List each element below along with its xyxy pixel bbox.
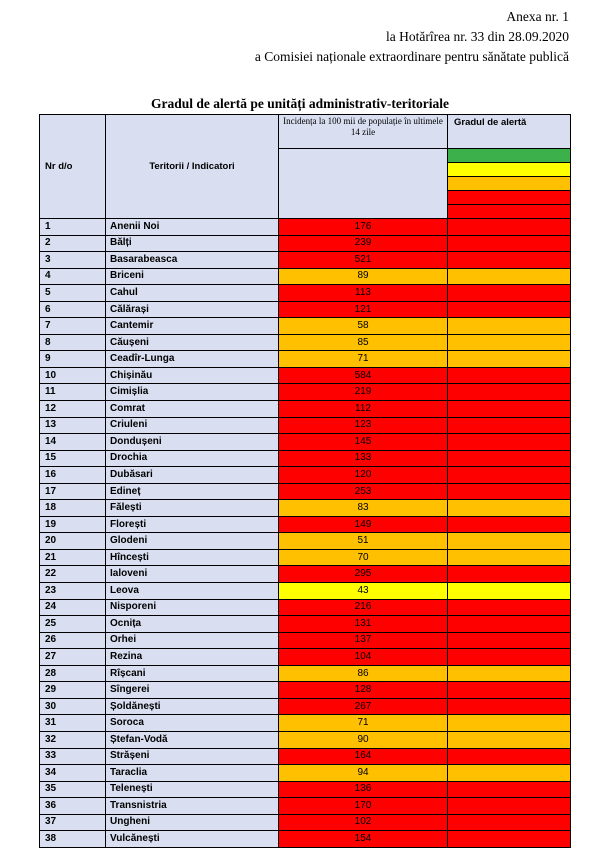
row-number: 16 [40,467,106,484]
table-row [40,219,571,236]
incidence-value: 137 [279,632,448,649]
legend-green [448,149,571,163]
row-number: 21 [40,549,106,566]
territory-name: Nisporeni [106,599,279,616]
row-number: 17 [40,483,106,500]
territory-name: Ialoveni [106,566,279,583]
incidence-value: 58 [279,318,448,335]
alert-level-cell [448,268,571,285]
incidence-value: 86 [279,665,448,682]
incidence-value: 94 [279,765,448,782]
incidence-value: 71 [279,715,448,732]
territory-name: Chișinău [106,367,279,384]
table-row [40,367,571,384]
alert-level-cell [448,616,571,633]
row-number: 22 [40,566,106,583]
alert-level-cell [448,731,571,748]
territory-name: Cimișlia [106,384,279,401]
alert-level-cell [448,649,571,666]
header-territory: Teritorii / Indicatori [106,115,279,219]
alert-level-cell [448,781,571,798]
table-row [40,401,571,418]
territory-name: Sîngerei [106,682,279,699]
alert-level-cell [448,285,571,302]
row-number: 27 [40,649,106,666]
row-number: 7 [40,318,106,335]
incidence-value: 131 [279,616,448,633]
incidence-value: 133 [279,450,448,467]
commission-name: a Comisiei naționale extraordinare pentru sănătate publică [254,49,569,64]
row-number: 14 [40,434,106,451]
alert-level-cell [448,698,571,715]
table-row [40,235,571,252]
territory-name: Vulcănești [106,831,279,848]
incidence-value: 584 [279,367,448,384]
table-row [40,301,571,318]
table-row [40,665,571,682]
table-row [40,814,571,831]
row-number: 3 [40,252,106,269]
table-row [40,434,571,451]
alert-level-cell [448,417,571,434]
table-row [40,285,571,302]
incidence-value: 253 [279,483,448,500]
territory-name: Edineț [106,483,279,500]
territory-name: Basarabeasca [106,252,279,269]
territory-name: Strășeni [106,748,279,765]
row-number: 5 [40,285,106,302]
table-row [40,500,571,517]
incidence-value: 120 [279,467,448,484]
table-row [40,318,571,335]
territory-name: Glodeni [106,533,279,550]
alert-level-cell [448,401,571,418]
incidence-value: 239 [279,235,448,252]
incidence-value: 85 [279,334,448,351]
incidence-value: 71 [279,351,448,368]
table-row [40,649,571,666]
incidence-value: 128 [279,682,448,699]
incidence-value: 112 [279,401,448,418]
legend-yellow [448,163,571,177]
table-row [40,798,571,815]
row-number: 35 [40,781,106,798]
legend-orange [448,177,571,191]
table-row [40,682,571,699]
table-row [40,583,571,600]
row-number: 33 [40,748,106,765]
row-number: 32 [40,731,106,748]
territory-name: Ștefan-Vodă [106,731,279,748]
alert-level-cell [448,467,571,484]
table-row [40,831,571,848]
incidence-value: 43 [279,583,448,600]
row-number: 11 [40,384,106,401]
territory-name: Căușeni [106,334,279,351]
alert-level-cell [448,235,571,252]
table-row [40,467,571,484]
incidence-value: 136 [279,781,448,798]
alert-level-cell [448,500,571,517]
row-number: 29 [40,682,106,699]
territory-name: Transnistria [106,798,279,815]
territory-name: Cantemir [106,318,279,335]
alert-level-cell [448,318,571,335]
alert-level-cell [448,434,571,451]
incidence-value: 154 [279,831,448,848]
alert-level-cell [448,798,571,815]
territory-name: Hîncești [106,549,279,566]
alert-level-cell [448,765,571,782]
annex-number: Anexa nr. 1 [506,9,569,24]
alert-level-cell [448,665,571,682]
alert-level-cell [448,566,571,583]
alert-level-cell [448,301,571,318]
incidence-value: 145 [279,434,448,451]
territory-name: Comrat [106,401,279,418]
table-row [40,351,571,368]
territory-name: Orhei [106,632,279,649]
incidence-value: 51 [279,533,448,550]
document-title: Gradul de alertă pe unități administrativ-teritoriale [150,96,450,111]
territory-name: Leova [106,583,279,600]
table-row [40,549,571,566]
territory-name: Rîșcani [106,665,279,682]
territory-name: Șoldănești [106,698,279,715]
incidence-value: 219 [279,384,448,401]
alert-level-cell [448,219,571,236]
row-number: 10 [40,367,106,384]
row-number: 8 [40,334,106,351]
row-number: 25 [40,616,106,633]
alert-level-cell [448,549,571,566]
row-number: 38 [40,831,106,848]
table-row [40,765,571,782]
table-row [40,483,571,500]
table-row [40,384,571,401]
territory-name: Ceadîr-Lunga [106,351,279,368]
table-row [40,698,571,715]
alert-level-cell [448,483,571,500]
incidence-value: 267 [279,698,448,715]
table-row [40,566,571,583]
row-number: 4 [40,268,106,285]
alert-level-cell [448,831,571,848]
row-number: 13 [40,417,106,434]
row-number: 36 [40,798,106,815]
table-row [40,334,571,351]
alert-level-cell [448,814,571,831]
territory-name: Soroca [106,715,279,732]
incidence-value: 295 [279,566,448,583]
table-row [40,715,571,732]
territory-name: Anenii Noi [106,219,279,236]
territory-name: Dondușeni [106,434,279,451]
legend-red [448,191,571,205]
table-row [40,417,571,434]
row-number: 37 [40,814,106,831]
table-row [40,599,571,616]
row-number: 1 [40,219,106,236]
row-number: 12 [40,401,106,418]
alert-level-cell [448,748,571,765]
territory-name: Dubăsari [106,467,279,484]
row-number: 9 [40,351,106,368]
row-number: 24 [40,599,106,616]
territory-name: Ocnița [106,616,279,633]
alert-level-cell [448,599,571,616]
alert-level-cell [448,682,571,699]
row-number: 6 [40,301,106,318]
territory-name: Ungheni [106,814,279,831]
incidence-value: 70 [279,549,448,566]
territory-name: Drochia [106,450,279,467]
incidence-value: 216 [279,599,448,616]
territory-name: Cahul [106,285,279,302]
row-number: 31 [40,715,106,732]
incidence-value: 149 [279,516,448,533]
alert-level-cell [448,583,571,600]
row-number: 2 [40,235,106,252]
table-row [40,781,571,798]
alert-level-cell [448,334,571,351]
territory-name: Briceni [106,268,279,285]
header-nr: Nr d/o [40,115,106,219]
territory-name: Florești [106,516,279,533]
territory-name: Călărași [106,301,279,318]
alert-level-cell [448,367,571,384]
row-number: 20 [40,533,106,550]
row-number: 34 [40,765,106,782]
incidence-value: 123 [279,417,448,434]
alert-level-cell [448,384,571,401]
row-number: 18 [40,500,106,517]
row-number: 23 [40,583,106,600]
alert-level-cell [448,632,571,649]
row-number: 28 [40,665,106,682]
row-number: 19 [40,516,106,533]
table-row [40,533,571,550]
territory-name: Telenești [106,781,279,798]
incidence-value: 521 [279,252,448,269]
incidence-value: 90 [279,731,448,748]
incidence-value: 121 [279,301,448,318]
territory-name: Fălești [106,500,279,517]
territory-name: Rezina [106,649,279,666]
table-row [40,632,571,649]
territory-name: Bălți [106,235,279,252]
annex-header [255,7,569,67]
incidence-value: 170 [279,798,448,815]
territory-name: Criuleni [106,417,279,434]
incidence-value: 113 [279,285,448,302]
incidence-value: 164 [279,748,448,765]
alert-level-cell [448,450,571,467]
table-row [40,731,571,748]
incidence-value: 89 [279,268,448,285]
table-row [40,450,571,467]
table-row [40,616,571,633]
incidence-header-blank [279,149,448,219]
incidence-value: 83 [279,500,448,517]
table-row [40,516,571,533]
row-number: 26 [40,632,106,649]
row-number: 15 [40,450,106,467]
table-row [40,252,571,269]
territory-name: Taraclia [106,765,279,782]
decision-reference: la Hotărîrea nr. 33 din 28.09.2020 [386,29,569,44]
header-incidence: Incidența la 100 mii de populație în ultimele 14 zile [279,115,448,149]
table-row [40,748,571,765]
incidence-value: 104 [279,649,448,666]
alert-level-cell [448,715,571,732]
alert-level-cell [448,516,571,533]
header-alert: Gradul de alertă [448,115,571,149]
incidence-value: 102 [279,814,448,831]
alert-level-cell [448,533,571,550]
row-number: 30 [40,698,106,715]
alert-level-cell [448,252,571,269]
incidence-value: 176 [279,219,448,236]
table-row [40,268,571,285]
alert-level-cell [448,351,571,368]
legend-red-extra [448,205,571,219]
alert-table [39,114,571,848]
